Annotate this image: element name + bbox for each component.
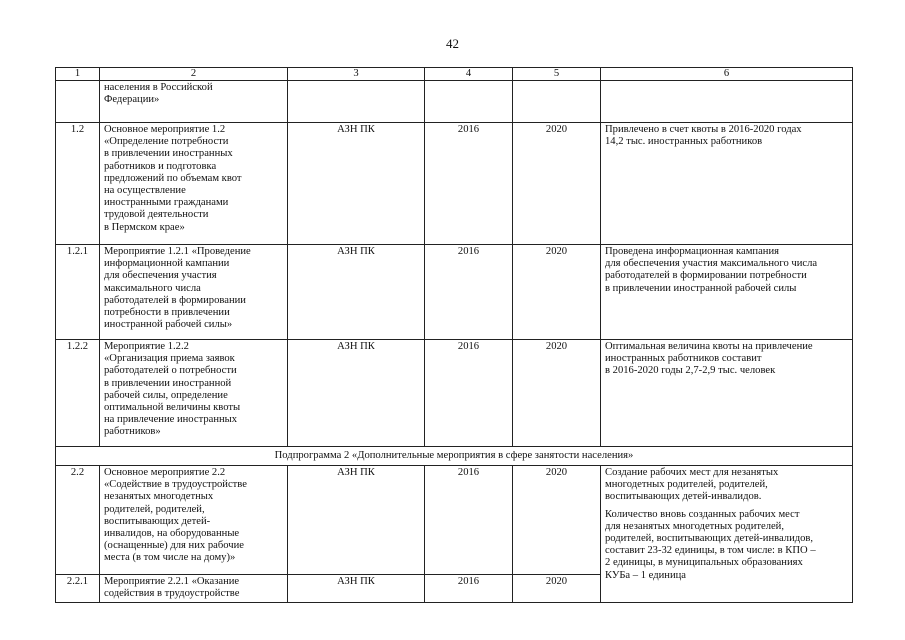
result-line: Проведена информационная кампания xyxy=(605,246,779,257)
description-line: работников и подготовка xyxy=(104,160,217,172)
start-year-cell: 2016 xyxy=(425,466,513,575)
description-line: максимального числа xyxy=(104,282,201,294)
subprogram-row xyxy=(56,447,853,466)
activities-table xyxy=(55,67,853,603)
description-line: иностранной рабочей силы» xyxy=(104,319,233,331)
description-line: содействия в трудоустройстве xyxy=(104,588,240,600)
table-row xyxy=(56,245,853,340)
description-line: работодателей в формировании xyxy=(104,294,246,306)
description-line: инвалидов, на оборудованные xyxy=(104,528,240,540)
result-line: родителей, воспитывающих детей-инвалидов, xyxy=(605,533,814,545)
table-row xyxy=(56,340,853,447)
description-line: (оснащенные) для них рабочие xyxy=(104,540,244,552)
end-year-cell: 2020 xyxy=(513,123,601,245)
activity-description xyxy=(100,575,288,603)
description-line: Мероприятие 1.2.1 «Проведение xyxy=(104,246,251,257)
result-line: 2 единицы, в муниципальных образованиях xyxy=(605,557,803,569)
description-line: предложений по объемам квот xyxy=(104,172,242,184)
result-line: для обеспечения участия максимального числа xyxy=(605,258,818,270)
description-line: в привлечении иностранной xyxy=(104,377,232,389)
header-cell: 6 xyxy=(601,68,853,81)
start-year-cell xyxy=(425,81,513,123)
end-year-cell: 2020 xyxy=(513,466,601,575)
description-line: «Содействие в трудоустройстве xyxy=(104,479,247,491)
page-number: 42 xyxy=(446,36,459,51)
result-line: многодетных родителей, родителей, xyxy=(605,479,768,491)
description-line: оптимальной величины квоты xyxy=(104,402,241,414)
table-row xyxy=(56,123,853,245)
description-line: родителей, родителей, xyxy=(104,503,205,515)
activity-description xyxy=(100,81,288,123)
description-line: на осуществление xyxy=(104,185,186,197)
result-cell xyxy=(601,340,853,447)
description-line: Федерации» xyxy=(104,94,160,106)
description-line: потребности в привлечении xyxy=(104,307,230,319)
description-line: «Определение потребности xyxy=(104,136,229,148)
result-line: Привлечено в счет квоты в 2016-2020 годах xyxy=(605,124,802,135)
start-year-cell: 2016 xyxy=(425,123,513,245)
result-cell xyxy=(601,245,853,340)
description-line: в Пермском крае» xyxy=(104,221,185,233)
description-line: Мероприятие 2.2.1 «Оказание xyxy=(104,576,240,587)
description-line: в привлечении иностранных xyxy=(104,148,233,160)
header-cell: 2 xyxy=(100,68,288,81)
row-number: 1.2.2 xyxy=(56,340,100,447)
subprogram-title: Подпрограмма 2 «Дополнительные мероприятия в сфере занятости населения» xyxy=(56,447,853,466)
description-line: воспитывающих детей- xyxy=(104,515,211,527)
result-cell xyxy=(601,466,853,603)
result-line: иностранных работников составит xyxy=(605,353,762,365)
description-line: на привлечение иностранных xyxy=(104,414,238,426)
description-line: трудовой деятельности xyxy=(104,209,209,221)
result-line: КУБа – 1 единица xyxy=(605,569,687,581)
executor-cell xyxy=(288,81,425,123)
description-line: «Организация приема заявок xyxy=(104,353,235,365)
activity-description xyxy=(100,245,288,340)
table-row xyxy=(56,466,853,575)
header-cell: 4 xyxy=(425,68,513,81)
description-line: работников» xyxy=(104,426,161,438)
result-cell xyxy=(601,123,853,245)
activity-description xyxy=(100,340,288,447)
description-line: места (в том числе на дому)» xyxy=(104,552,236,564)
end-year-cell xyxy=(513,81,601,123)
result-line: в привлечении иностранной рабочей силы xyxy=(605,282,797,294)
start-year-cell: 2016 xyxy=(425,340,513,447)
description-line: незанятых многодетных xyxy=(104,491,214,503)
row-number: 1.2.1 xyxy=(56,245,100,340)
row-number: 2.2 xyxy=(56,466,100,575)
description-line: Основное мероприятие 2.2 xyxy=(104,467,226,478)
result-line: воспитывающих детей-инвалидов. xyxy=(605,491,762,503)
end-year-cell: 2020 xyxy=(513,245,601,340)
description-line: для обеспечения участия xyxy=(104,270,217,282)
row-number: 2.2.1 xyxy=(56,575,100,603)
executor-cell: АЗН ПК xyxy=(288,575,425,603)
result-line: в 2016-2020 годы 2,7-2,9 тыс. человек xyxy=(605,365,776,377)
result-cell xyxy=(601,81,853,123)
result-line: Количество вновь созданных рабочих мест xyxy=(605,508,800,520)
description-line: Мероприятие 1.2.2 xyxy=(104,341,189,352)
result-line: Создание рабочих мест для незанятых xyxy=(605,467,779,478)
result-line: 14,2 тыс. иностранных работников xyxy=(605,136,763,148)
result-line: Оптимальная величина квоты на привлечение xyxy=(605,341,813,352)
description-line: населения в Российской xyxy=(104,82,213,93)
activity-description xyxy=(100,466,288,575)
table-header-row xyxy=(56,68,853,81)
row-number: 1.2 xyxy=(56,123,100,245)
header-cell: 1 xyxy=(56,68,100,81)
executor-cell: АЗН ПК xyxy=(288,466,425,575)
executor-cell: АЗН ПК xyxy=(288,340,425,447)
header-cell: 5 xyxy=(513,68,601,81)
start-year-cell: 2016 xyxy=(425,245,513,340)
description-line: Основное мероприятие 1.2 xyxy=(104,124,226,135)
result-line: составит 23-32 единицы, в том числе: в КПО – xyxy=(605,545,816,557)
table-row xyxy=(56,81,853,123)
description-line: работодателей о потребности xyxy=(104,365,237,377)
description-line: иностранными гражданами xyxy=(104,197,229,209)
start-year-cell: 2016 xyxy=(425,575,513,603)
activity-description xyxy=(100,123,288,245)
end-year-cell: 2020 xyxy=(513,575,601,603)
executor-cell: АЗН ПК xyxy=(288,123,425,245)
executor-cell: АЗН ПК xyxy=(288,245,425,340)
row-number xyxy=(56,81,100,123)
description-line: рабочей силы, определение xyxy=(104,389,228,401)
result-line: работодателей в формировании потребности xyxy=(605,270,807,282)
description-line: информационной кампании xyxy=(104,258,230,270)
header-cell: 3 xyxy=(288,68,425,81)
end-year-cell: 2020 xyxy=(513,340,601,447)
result-line: для незанятых многодетных родителей, xyxy=(605,520,785,532)
